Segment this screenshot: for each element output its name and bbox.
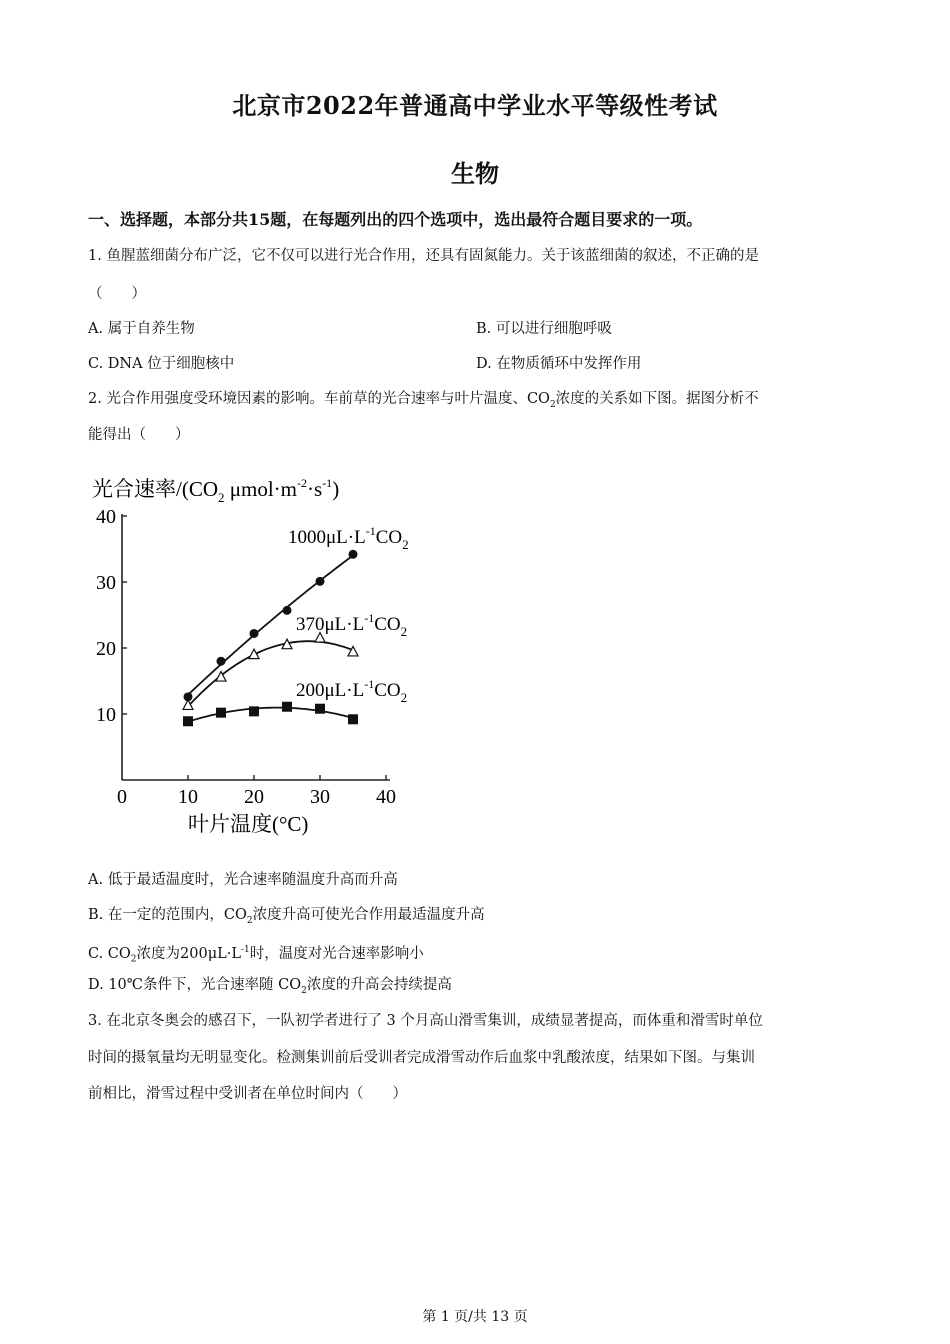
q1-option-d: D. 在物质循环中发挥作用 — [476, 356, 642, 372]
data-point-circle — [316, 577, 325, 586]
data-point-square — [282, 702, 292, 712]
q2-option-b: B. 在一定的范围内，$CO_2$浓度升高可使光合作用最适温度升高 — [88, 907, 485, 926]
photosynthesis-chart — [84, 468, 464, 848]
x-tick-label: 10 — [178, 786, 198, 808]
data-point-circle — [250, 629, 259, 638]
x-tick-label: 20 — [244, 786, 264, 808]
data-point-triangle — [183, 700, 193, 710]
q2-stem-line1: 2. 光合作用强度受环境因素的影响。车前草的光合速率与叶片温度、$CO_2$浓度的关系如下图。据图分析不 — [88, 391, 759, 410]
y-tick-label: 10 — [96, 704, 116, 726]
q3-stem-line1: 3. 在北京冬奥会的感召下，一队初学者进行了 3 个月高山滑雪集训，成绩显著提高，而体重和滑雪时单位 — [88, 1013, 763, 1029]
data-point-circle — [283, 606, 292, 615]
y-tick-label: 40 — [96, 506, 116, 528]
section-heading: 一、选择题，本部分共15题，在每题列出的四个选项中，选出最符合题目要求的一项。 — [88, 210, 703, 229]
q1-option-b: B. 可以进行细胞呼吸 — [476, 321, 612, 337]
data-point-circle — [349, 550, 358, 559]
chart-ylabel: 光合速率$/(CO_2$ $\mu mol\cdot m^{-2}\cdot s^{-1}$) — [92, 476, 340, 505]
q2-stem-line2: 能得出（ ） — [88, 427, 190, 443]
exam-title: 北京市2022年普通高中学业水平等级性考试 — [232, 91, 718, 120]
data-point-square — [348, 714, 358, 724]
q3-stem-line2: 时间的摄氧量均无明显变化。检测集训前后受训者完成滑雪动作后血浆中乳酸浓度，结果如下图。与集训 — [88, 1050, 755, 1066]
subject-title: 生物 — [451, 159, 499, 188]
data-point-square — [216, 708, 226, 718]
x-tick-label: 40 — [376, 786, 396, 808]
series-label-370: $370\mu L\cdot L^{-1}CO_2$ — [296, 611, 408, 639]
x-tick-label: 30 — [310, 786, 330, 808]
series-label-1000: $1000\mu L\cdot L^{-1}CO_2$ — [288, 524, 409, 552]
q2-option-a: A. 低于最适温度时，光合速率随温度升高而升高 — [88, 872, 398, 888]
chart-xlabel: 叶片温度(°C) — [188, 812, 309, 836]
page-footer: 第 1 页/共 13 页 — [422, 1309, 528, 1325]
q2-option-c: C. $CO_2$浓度为$200\mu L\cdot L^{-1}$时，温度对光合速率影响小 — [88, 945, 424, 965]
x-tick-label: 0 — [117, 786, 127, 808]
data-point-square — [183, 716, 193, 726]
q1-stem-line2: （ ） — [88, 286, 146, 302]
q3-stem-line3: 前相比，滑雪过程中受训者在单位时间内（ ） — [88, 1086, 407, 1102]
q1-stem-line1: 1. 鱼腥蓝细菌分布广泛，它不仅可以进行光合作用，还具有固氮能力。关于该蓝细菌的叙述，不正确的是 — [88, 248, 759, 264]
q2-option-d: D. 10℃条件下，光合速率随 $CO_2$浓度的升高会持续提高 — [88, 977, 452, 996]
q1-option-a: A. 属于自养生物 — [88, 321, 195, 337]
series-label-200: $200\mu L\cdot L^{-1}CO_2$ — [296, 677, 408, 705]
data-point-square — [249, 706, 259, 716]
series-curve — [188, 708, 353, 722]
y-tick-label: 30 — [96, 572, 116, 594]
data-point-circle — [217, 657, 226, 666]
data-point-square — [315, 704, 325, 714]
y-tick-label: 20 — [96, 638, 116, 660]
q1-option-c: C. DNA 位于细胞核中 — [88, 356, 235, 372]
